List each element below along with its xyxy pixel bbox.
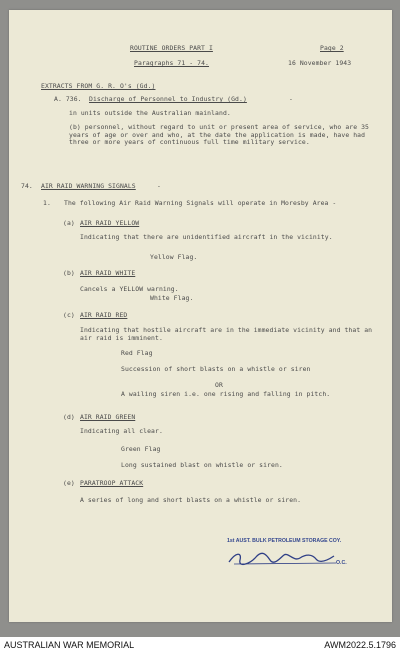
signal-a-desc: Indicating that there are unidentified aircraft in the vicinity. [80,233,333,241]
signal-c-or: OR [215,381,223,389]
signal-a-flag: Yellow Flag. [150,253,198,261]
signal-a-label: (a) [63,219,75,227]
document-page: ROUTINE ORDERS PART I Page 2 Paragraphs 71 - 74. 16 November 1943 EXTRACTS FROM G. R. O's (Gd.) A. 736. Discharge of Personnel to Industry (Gd.) - in units outside the Australian mainland. (b) personnel, without regard to unit or present area of service, who are 35 years of age or over and who, at the date the application is made, have had three or more years of continuous full time military service. 74. AIR RAID WARNING SIGNALS - 1. The following Air Raid Warning Signals will operate in Moresby Area - (a) AIR RAID YELLOW Indicating that there are unidentified aircraft in the vicinity. Yellow Flag. (b) AIR RAID WHITE Cancels a YELLOW warning. White Flag. (c) AIR RAID RED Indicating that hostile aircraft are in the immediate vicinity and that an air raid is imminent. Red Flag Succession of short blasts on a whistle or siren OR A wailing siren i.e. one rising and falling in pitch. (d) AIR RAID GREEN Indicating all clear. Green Flag Long sustained blast on whistle or siren. (e) PARATROOP ATTACK A series of long and short blasts on a whistle or siren. 1st AUST. BULK PETROLEUM STORAGE COY. O.C. [9,10,392,622]
signal-d-label: (d) [63,413,75,421]
order-a-title: Discharge of Personnel to Industry (Gd.) [89,95,247,103]
signal-c-flag: Red Flag [121,349,153,357]
header-title: ROUTINE ORDERS PART I [130,44,213,52]
oc-label: O.C. [336,560,347,566]
signal-c-desc: Indicating that hostile aircraft are in the immediate vicinity and that an air raid is imminent. [80,326,373,342]
footer-institution: AUSTRALIAN WAR MEMORIAL [4,640,135,650]
signal-b-title: AIR RAID WHITE [80,269,136,277]
signal-c-sound-2: A wailing siren i.e. one rising and falling in pitch. [121,390,331,398]
order-a-label: A. 736. [54,95,82,103]
extracts-heading: EXTRACTS FROM G. R. O's (Gd.) [41,82,156,90]
signal-c-title: AIR RAID RED [80,311,128,319]
signal-d-sound: Long sustained blast on whistle or siren. [121,461,283,469]
signal-b-label: (b) [63,269,75,277]
page-number: Page 2 [320,44,344,52]
signal-c-label: (c) [63,311,75,319]
signal-d-desc: Indicating all clear. [80,427,163,435]
signals-intro: The following Air Raid Warning Signals will operate in Moresby Area - [64,199,337,207]
archive-footer [0,637,400,653]
signal-d-title: AIR RAID GREEN [80,413,136,421]
signal-e-label: (e) [63,479,75,487]
signal-b-flag: White Flag. [150,294,194,302]
order-a-line: in units outside the Australian mainland. [69,109,231,117]
unit-stamp: 1st AUST. BULK PETROLEUM STORAGE COY. [227,538,342,544]
header-paragraphs: Paragraphs 71 - 74. [134,59,210,67]
order-b-text: (b) personnel, without regard to unit or present area of service, who are 35 years of age or over and who, at the date the application is made, have had three or more years of continuous full time military service. [69,123,370,147]
footer-accession: AWM2022.5.1796 [324,640,396,650]
signature [224,548,344,570]
signal-b-desc: Cancels a YELLOW warning. [80,285,179,293]
signal-e-desc: A series of long and short blasts on a whistle or siren. [80,496,302,504]
section-number: 74. [21,182,33,190]
signal-c-sound-1: Succession of short blasts on a whistle or siren [121,365,311,373]
document-date: 16 November 1943 [288,59,352,67]
signal-a-title: AIR RAID YELLOW [80,219,140,227]
intro-number: 1. [43,199,51,207]
signal-d-flag: Green Flag [121,445,161,453]
signals-heading: AIR RAID WARNING SIGNALS [41,182,136,190]
signal-e-title: PARATROOP ATTACK [80,479,144,487]
